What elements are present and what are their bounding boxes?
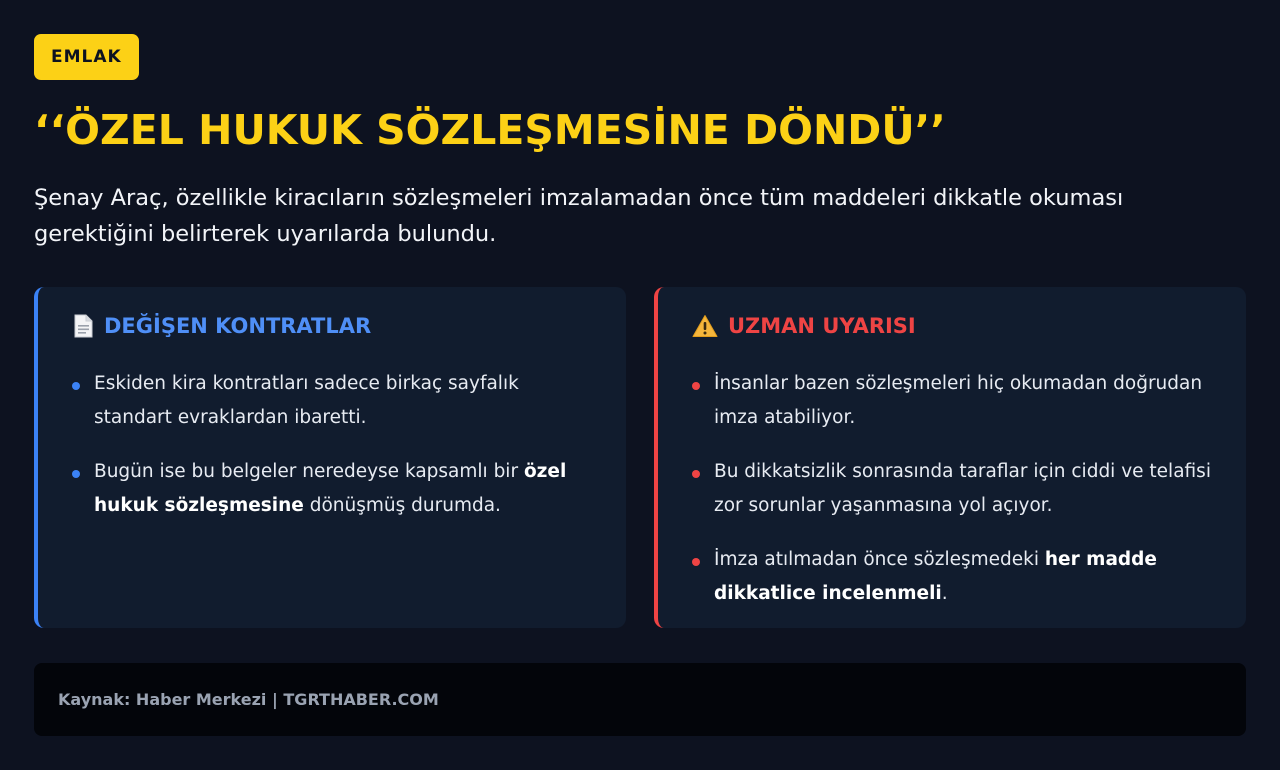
- bullet-icon: [692, 558, 700, 566]
- category-badge: EMLAK: [34, 34, 139, 80]
- card-title: DEĞİŞEN KONTRATLAR: [104, 314, 372, 338]
- expert-warning-card: [654, 287, 1246, 628]
- list-item: [692, 455, 1216, 523]
- list-item-text-post: dönüşmüş durumda.: [303, 495, 501, 516]
- document-icon: [72, 314, 94, 338]
- list-item-text-pre: İmza atılmadan önce sözleşmedeki: [714, 549, 1045, 570]
- headline: ‘‘ÖZEL HUKUK SÖZLEŞMESİNE DÖNDÜ’’: [34, 106, 946, 154]
- list-item: [72, 455, 596, 523]
- list-item-text: Eskiden kira kontratları sadece birkaç sayfalık standart evraklardan ibaretti.: [94, 373, 519, 428]
- list-item: [692, 543, 1216, 611]
- list-item-text: İnsanlar bazen sözleşmeleri hiç okumadan doğrudan imza atabiliyor.: [714, 373, 1203, 428]
- source-footer: Kaynak: Haber Merkezi | TGRTHABER.COM: [34, 663, 1246, 736]
- card-title-row: [72, 311, 596, 341]
- card-title-row: [692, 311, 1216, 341]
- bullet-icon: [692, 470, 700, 478]
- list-item-text-pre: Bugün ise bu belgeler neredeyse kapsamlı bir: [94, 461, 524, 482]
- list-item: [692, 367, 1216, 435]
- list-item-text: Bu dikkatsizlik sonrasında taraflar için ciddi ve telafisi zor sorunlar yaşanmasına yol açıyor.: [714, 461, 1211, 516]
- lead-paragraph: Şenay Araç, özellikle kiracıların sözleşmeleri imzalamadan önce tüm maddeleri dikkatle okuması gerektiğini belirterek uyarılarda bulundu.: [34, 185, 1124, 247]
- list-item-emphasis: her madde dikkatlice incelenmeli: [714, 549, 1157, 604]
- bullet-icon: [72, 382, 80, 390]
- changing-contracts-list: [72, 367, 596, 523]
- bullet-icon: [692, 382, 700, 390]
- changing-contracts-card: [34, 287, 626, 628]
- bullet-icon: [72, 470, 80, 478]
- card-title: UZMAN UYARISI: [728, 314, 916, 338]
- list-item: [72, 367, 596, 435]
- warning-icon: [692, 314, 718, 338]
- list-item-emphasis: özel hukuk sözleşmesine: [94, 461, 567, 516]
- list-item-text-post: .: [941, 583, 948, 604]
- expert-warning-list: [692, 367, 1216, 611]
